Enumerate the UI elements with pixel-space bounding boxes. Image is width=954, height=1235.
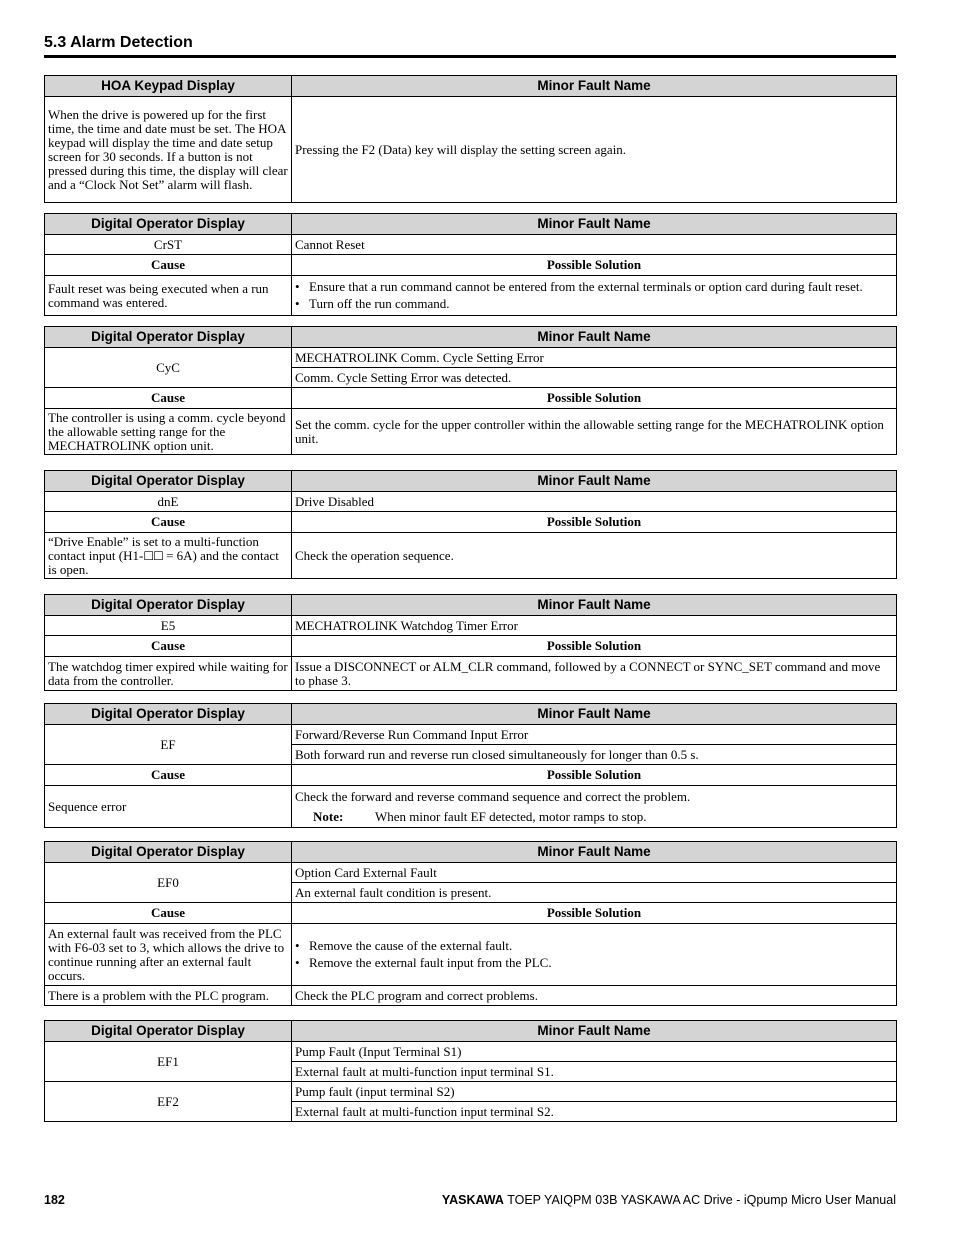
table-header-row [45, 1021, 897, 1042]
solution-cell [292, 276, 897, 316]
cause-text: An external fault was received from the PLC with F6-03 set to 3, which allows the drive to continue running after an external fault occurs. [45, 924, 292, 986]
fault-code: EF0 [45, 863, 292, 903]
table-row [45, 863, 897, 883]
column-header: Minor Fault Name [292, 471, 897, 492]
footer-brand: YASKAWA [441, 1193, 504, 1207]
table-header-row [45, 76, 897, 97]
fault-description: Both forward run and reverse run closed simultaneously for longer than 0.5 s. [292, 745, 897, 765]
fault-code: EF2 [45, 1082, 292, 1122]
table-row [45, 97, 897, 203]
cause-header: Cause [45, 636, 292, 657]
table-header-row [45, 214, 897, 235]
solution-text: Issue a DISCONNECT or ALM_CLR command, followed by a CONNECT or SYNC_SET command and move to phase 3. [292, 657, 897, 691]
section-title: 5.3 Alarm Detection [44, 34, 193, 51]
solution-cell [292, 924, 897, 986]
fault-code: EF1 [45, 1042, 292, 1082]
fault-table-ef [44, 703, 897, 828]
subheader-row [45, 765, 897, 786]
hoa-keypad-table [44, 75, 897, 203]
hoa-display-text: When the drive is powered up for the first time, the time and date must be set. The HOA keypad will display the time and date setup screen for 30 seconds. If a button is not pressed during this time, the display will clear and a “Clock Not Set” alarm will flash. [45, 97, 292, 203]
column-header: Minor Fault Name [292, 214, 897, 235]
fault-description: External fault at multi-function input terminal S1. [292, 1062, 897, 1082]
table-header-row [45, 595, 897, 616]
table-row [45, 986, 897, 1006]
fault-table-dne [44, 470, 897, 579]
fault-table-e5 [44, 594, 897, 691]
column-header: Minor Fault Name [292, 1021, 897, 1042]
table-row [45, 348, 897, 368]
solution-text: Check the PLC program and correct problems. [292, 986, 897, 1006]
fault-code: EF [45, 725, 292, 765]
column-header: Digital Operator Display [45, 1021, 292, 1042]
footer-manual-title [442, 1193, 896, 1207]
footer-manual-name: TOEP YAIQPM 03B YASKAWA AC Drive - iQpump Micro User Manual [503, 1193, 896, 1207]
solution-item: • Ensure that a run command cannot be entered from the external terminals or option card during fault reset. [295, 280, 893, 294]
cause-header: Cause [45, 512, 292, 533]
solution-header: Possible Solution [292, 512, 897, 533]
table-header-row [45, 471, 897, 492]
solution-item: • Remove the cause of the external fault. [295, 939, 893, 953]
page-number: 182 [44, 1193, 65, 1207]
column-header: Minor Fault Name [292, 595, 897, 616]
cause-header: Cause [45, 903, 292, 924]
fault-table-ef1-ef2 [44, 1020, 897, 1122]
table-row [45, 657, 897, 691]
fault-name: Pump fault (input terminal S2) [292, 1082, 897, 1102]
cause-header: Cause [45, 765, 292, 786]
subheader-row [45, 512, 897, 533]
subheader-row [45, 388, 897, 409]
fault-name: Cannot Reset [292, 235, 897, 255]
solution-item: • Turn off the run command. [295, 297, 893, 311]
solution-list [295, 939, 893, 970]
column-header: HOA Keypad Display [45, 76, 292, 97]
table-header-row [45, 842, 897, 863]
column-header: Minor Fault Name [292, 704, 897, 725]
cause-text [45, 533, 292, 579]
placeholder-boxes: ☐☐ [143, 548, 163, 563]
solution-text: Check the operation sequence. [292, 533, 897, 579]
table-header-row [45, 327, 897, 348]
solution-header: Possible Solution [292, 388, 897, 409]
cause-text: There is a problem with the PLC program. [45, 986, 292, 1006]
cause-text: Fault reset was being executed when a run command was entered. [45, 276, 292, 316]
hoa-fault-text: Pressing the F2 (Data) key will display the setting screen again. [292, 97, 897, 203]
table-row [45, 235, 897, 255]
solution-header: Possible Solution [292, 765, 897, 786]
solution-item: • Remove the external fault input from the PLC. [295, 956, 893, 970]
cause-header: Cause [45, 255, 292, 276]
note [295, 810, 893, 824]
table-row [45, 492, 897, 512]
solution-text: Set the comm. cycle for the upper controller within the allowable setting range for the MECHATROLINK option unit. [292, 409, 897, 455]
column-header: Minor Fault Name [292, 76, 897, 97]
table-row [45, 276, 897, 316]
solution-header: Possible Solution [292, 255, 897, 276]
table-row [45, 533, 897, 579]
fault-table-ef0 [44, 841, 897, 1006]
subheader-row [45, 903, 897, 924]
note-label: Note: [313, 808, 344, 824]
subheader-row [45, 636, 897, 657]
fault-table-cyc [44, 326, 897, 455]
solution-text: Check the forward and reverse command sequence and correct the problem. [295, 788, 691, 804]
fault-name: Forward/Reverse Run Command Input Error [292, 725, 897, 745]
table-row [45, 616, 897, 636]
fault-name: MECHATROLINK Comm. Cycle Setting Error [292, 348, 897, 368]
fault-name: Drive Disabled [292, 492, 897, 512]
table-row [45, 924, 897, 986]
cause-text: The controller is using a comm. cycle beyond the allowable setting range for the MECHATROLINK option unit. [45, 409, 292, 455]
fault-code: dnE [45, 492, 292, 512]
table-header-row [45, 704, 897, 725]
table-row [45, 786, 897, 828]
fault-name: MECHATROLINK Watchdog Timer Error [292, 616, 897, 636]
fault-code: E5 [45, 616, 292, 636]
cause-header: Cause [45, 388, 292, 409]
fault-description: Comm. Cycle Setting Error was detected. [292, 368, 897, 388]
column-header: Digital Operator Display [45, 471, 292, 492]
column-header: Digital Operator Display [45, 595, 292, 616]
column-header: Digital Operator Display [45, 704, 292, 725]
solution-cell [292, 786, 897, 828]
section-header [44, 34, 896, 58]
cause-text-part: = 6A) and the contact is open. [48, 547, 279, 577]
table-row [45, 1082, 897, 1102]
solution-header: Possible Solution [292, 636, 897, 657]
table-row [45, 725, 897, 745]
column-header: Minor Fault Name [292, 327, 897, 348]
fault-code: CyC [45, 348, 292, 388]
column-header: Minor Fault Name [292, 842, 897, 863]
fault-name: Option Card External Fault [292, 863, 897, 883]
fault-description: An external fault condition is present. [292, 883, 897, 903]
column-header: Digital Operator Display [45, 327, 292, 348]
fault-table-crst [44, 213, 897, 316]
solution-list [295, 280, 893, 311]
solution-header: Possible Solution [292, 903, 897, 924]
column-header: Digital Operator Display [45, 842, 292, 863]
table-row [45, 1042, 897, 1062]
subheader-row [45, 255, 897, 276]
column-header: Digital Operator Display [45, 214, 292, 235]
fault-description: External fault at multi-function input terminal S2. [292, 1102, 897, 1122]
cause-text-part: “Drive Enable” is set to a multi-function contact input (H1- [48, 533, 259, 563]
cause-text: Sequence error [45, 786, 292, 828]
fault-name: Pump Fault (Input Terminal S1) [292, 1042, 897, 1062]
note-text: When minor fault EF detected, motor ramps to stop. [375, 808, 647, 824]
table-row [45, 409, 897, 455]
cause-text: The watchdog timer expired while waiting for data from the controller. [45, 657, 292, 691]
fault-code: CrST [45, 235, 292, 255]
